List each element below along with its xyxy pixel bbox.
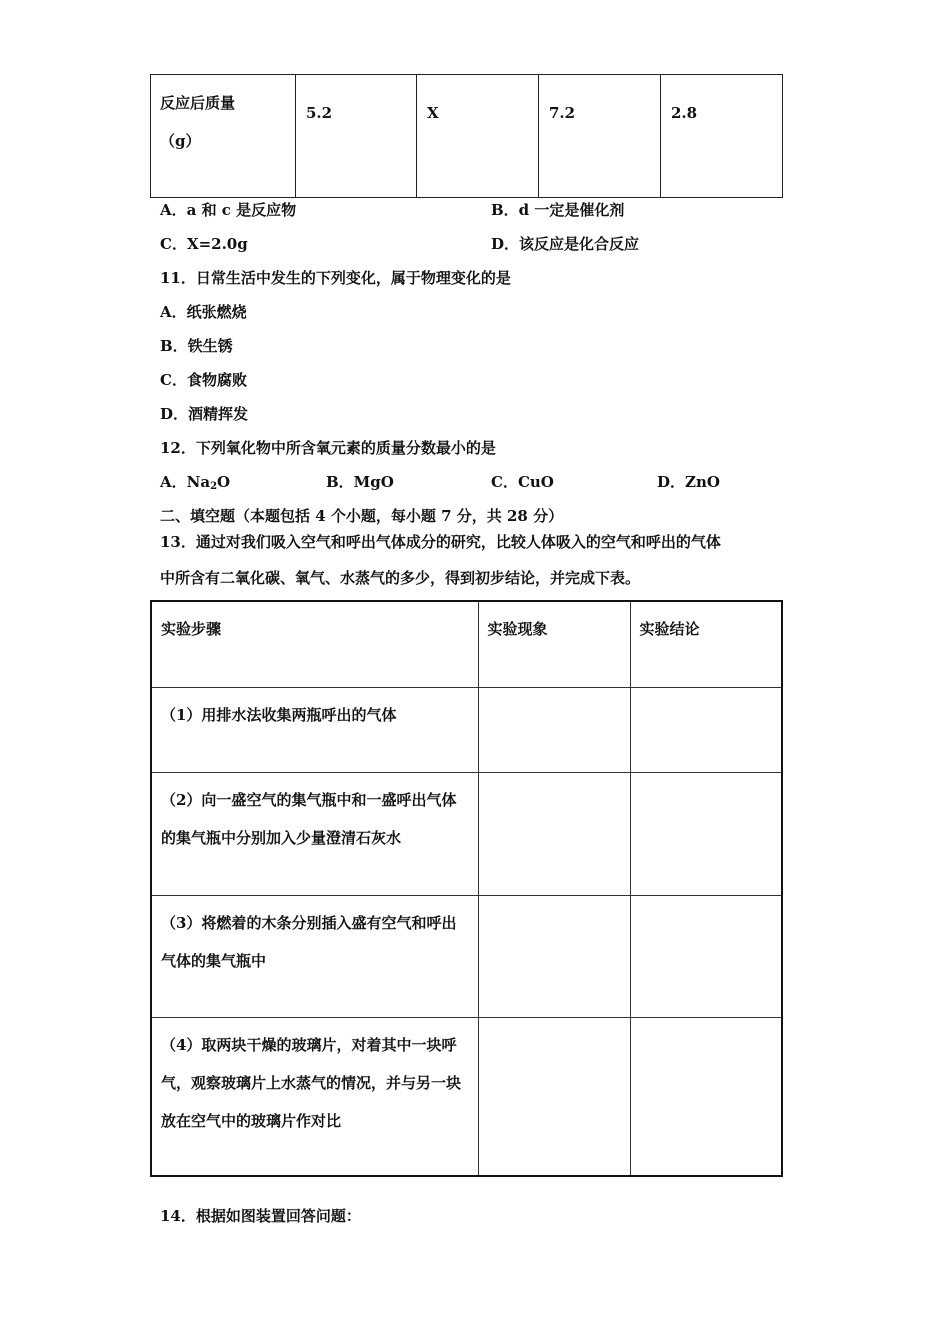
phenomenon-cell[interactable] <box>478 687 630 772</box>
q11-option-b: B．铁生锈 <box>160 337 233 355</box>
q11-option-d: D．酒精挥发 <box>160 405 249 423</box>
header-conclusion: 实验结论 <box>630 601 782 687</box>
q13-line1: 13．通过对我们吸入空气和呼出气体成分的研究，比较人体吸入的空气和呼出的气体 <box>160 533 721 551</box>
row-label-line1: 反应后质量 <box>160 94 236 112</box>
value-cell-d: 2.8 <box>661 75 783 198</box>
q11-stem: 11．日常生活中发生的下列变化，属于物理变化的是 <box>160 269 511 287</box>
reaction-mass-table <box>150 74 783 198</box>
step-cell: （3）将燃着的木条分别插入盛有空气和呼出气体的集气瓶中 <box>151 895 478 1017</box>
q12-option-b: B．MgO <box>326 473 394 491</box>
row-label-line2: （g） <box>160 132 201 150</box>
q12-option-d: D．ZnO <box>657 473 720 491</box>
value-cell-b: X <box>417 75 539 198</box>
q10-option-c: C．X=2.0g <box>160 235 248 253</box>
table-header-row <box>151 601 782 687</box>
step-cell: （1）用排水法收集两瓶呼出的气体 <box>151 687 478 772</box>
q14-stem: 14．根据如图装置回答问题： <box>160 1207 361 1225</box>
table-row <box>151 687 782 772</box>
q11-option-c: C．食物腐败 <box>160 371 247 389</box>
conclusion-cell[interactable] <box>630 772 782 895</box>
table-row <box>151 75 783 198</box>
header-phenomenon: 实验现象 <box>478 601 630 687</box>
phenomenon-cell[interactable] <box>478 1017 630 1176</box>
q13-line2: 中所含有二氧化碳、氧气、水蒸气的多少，得到初步结论，并完成下表。 <box>160 569 641 587</box>
value-cell-c: 7.2 <box>539 75 661 198</box>
q10-option-d: D．该反应是化合反应 <box>491 235 640 253</box>
q10-option-b: B．d 一定是催化剂 <box>491 201 625 219</box>
q12-stem: 12．下列氧化物中所含氧元素的质量分数最小的是 <box>160 439 496 457</box>
conclusion-cell[interactable] <box>630 687 782 772</box>
experiment-table <box>150 600 783 1177</box>
table-row <box>151 895 782 1017</box>
step-cell: （2）向一盛空气的集气瓶中和一盛呼出气体的集气瓶中分别加入少量澄清石灰水 <box>151 772 478 895</box>
conclusion-cell[interactable] <box>630 1017 782 1176</box>
conclusion-cell[interactable] <box>630 895 782 1017</box>
step-cell: （4）取两块干燥的玻璃片，对着其中一块呼气，观察玻璃片上水蒸气的情况，并与另一块放在空气中的玻璃片作对比 <box>151 1017 478 1176</box>
header-steps: 实验步骤 <box>151 601 478 687</box>
q12-option-a: A．$Na_2O$ <box>160 473 231 492</box>
section-heading: 二、填空题（本题包括 4 个小题，每小题 7 分，共 28 分） <box>160 507 564 525</box>
q12-option-c: C．CuO <box>491 473 554 491</box>
q11-option-a: A．纸张燃烧 <box>160 303 247 321</box>
q10-option-a: A．a 和 c 是反应物 <box>160 201 297 219</box>
phenomenon-cell[interactable] <box>478 895 630 1017</box>
table-row <box>151 1017 782 1176</box>
row-label-cell <box>151 75 296 198</box>
value-cell-a: 5.2 <box>296 75 417 198</box>
table-row <box>151 772 782 895</box>
phenomenon-cell[interactable] <box>478 772 630 895</box>
